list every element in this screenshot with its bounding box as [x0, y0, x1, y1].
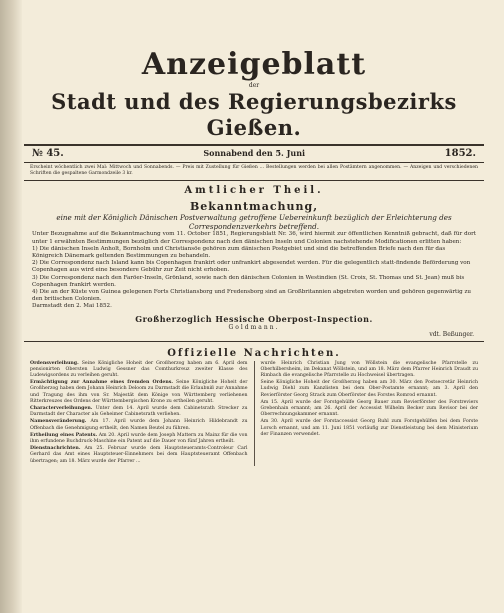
- announcement-body: [24, 231, 484, 245]
- news-entry: [30, 406, 248, 418]
- masthead-subtitle: Stadt und des Regierungsbezirks Gießen.: [51, 89, 457, 140]
- issue-line: [24, 148, 484, 159]
- news-columns: [24, 359, 484, 466]
- binding-gutter: [0, 0, 22, 613]
- announcement-items: [24, 246, 484, 304]
- news-entry-text: Seine Königliche Hoheit der Großherzog haben dem Johann Heinrich Deloom zu Darmstadt die Erlaubniß zur Annahme und Tragung des ihm von Sr. Majestät dem Könige von Württemberg verliehenen Ritterkreuzes des Ordens der Württembergischen Krone zu ertheilen geruht.: [30, 380, 248, 404]
- news-entry-text: Seine Königliche Hoheit der Großherzog haben am 6. April dem pensionirten Obersten Ludwig Gessner das Comthurkreuz zweiter Klasse des Ludewigsordens zu verleihen geruht.: [30, 360, 248, 379]
- issue-year: 1852.: [444, 148, 476, 159]
- issue-number: № 45.: [32, 148, 64, 159]
- issue-date: Sonnabend den 5. Juni: [203, 148, 306, 158]
- news-entry: [30, 380, 248, 405]
- news-entry: wurde Heinrich Christian Jung von Wöllstein die evangelische Pfarrstelle zu Oberhilbersheim, im Dekanat Wöllstein, und am 18. März dem Pfarrer Heinrich Draudt zu Rimbach die evangelische Pfarrstelle zu Hochweisel übertragen.: [260, 360, 478, 379]
- column-divider: [254, 361, 255, 466]
- announcement-subtitle: eine mit der Königlich Dänischen Postverwaltung getroffene Uebereinkunft bezüglich der Erleichterung des Correspondenzverkehrs betreffend.: [56, 213, 452, 232]
- news-entry-text: Am 25. Februar wurde dem Hauptsteueramts-Controleur Carl Gerhard das Amt eines Hauptsteuer-Einnehmers bei dem Hauptsteueramt Offenbach übertragen; am 18. März wurde der Pfarrer ...: [30, 446, 248, 464]
- news-entry: [30, 361, 248, 380]
- news-entry: Am 30. April wurde der Forstaccessist Georg Ruhl zum Forstgehülfen bei dem Forste Lorsch ernannt, und am 11. Juni 1851 vorläufig zur Dienstleistung bei dem Ministerium der Finanzen verwendet.: [260, 419, 478, 437]
- announcement-item: 1) Die dänischen Inseln Anholt, Bornholm und Christiansöe gehören zum dänischen Postgebiet und sind die betreffenden Briefe nach den für das Königreich Dänemark geltenden Bestimmungen zu behandeln.: [32, 245, 446, 260]
- official-news-heading: Offizielle Nachrichten.: [167, 347, 341, 359]
- news-right-column: [261, 361, 479, 466]
- news-entry: [30, 446, 248, 465]
- announcement-item: 4) Die an der Küste von Guinea gelegenen Forts Christiansborg und Fredensborg sind an Großbritannien abgetreten worden und gehören gegenwärtig zu den britischen Colonien.: [32, 289, 471, 303]
- subscription-note: Erscheint wöchentlich zwei Mal: Mittwoch und Sonnabends. — Preis mit Zustellung für Gießen ... Bestellungen werden bei allen Postämtern angenommen. — Anzeigen und verschiedenen Schriften die gespaltene Garmondzeile 3 kr.: [30, 165, 478, 177]
- news-left-column: [30, 361, 248, 466]
- news-entry-lead: Characterverleihungen.: [30, 406, 93, 412]
- section-heading: Amtlicher Theil.: [184, 185, 324, 197]
- news-entry: [30, 419, 248, 431]
- news-entry-lead: Ertheilung eines Patents.: [30, 432, 98, 438]
- masthead-der: der: [248, 82, 260, 89]
- news-entry-text: Unter dem 14. April wurde dem Cabinetsrath Strecker zu Darmstadt der Character als Geheimer Cabinetsrath verliehen.: [30, 406, 248, 418]
- announcement-authority: Großherzoglich Hessische Oberpost-Inspection.: [135, 313, 373, 324]
- newspaper-sheet: [24, 20, 484, 613]
- announcement-paragraph: Unter Bezugnahme auf die Bekanntmachung vom 11. October 1851, Regierungsblatt Nr. 36, wird hiermit zur öffentlichen Kenntniß gebracht, daß für dort unter 1 erwähnten Bestimmungen bezüglich der Correspondenz nach den dänischen Inseln und Colonien nachstehende Modificationen erlitten haben:: [32, 231, 476, 245]
- news-entry-text: Am 17. April wurde dem Johann Heinrich Hildebrandt zu Offenbach die Genehmigung ertheilt, den Namen Beutel zu führen.: [30, 419, 248, 431]
- news-entry: [30, 433, 248, 445]
- news-entry-lead: Namensveränderung.: [30, 419, 87, 425]
- news-entry: Am 15. April wurde der Forstgehülfe Georg Bauer zum Revierförster des Forstreviers Grebenhain ernannt; am 26. April der Accessist Wilhelm Becker zum Revisor bei der Oberrechnungskammer ernannt.: [260, 399, 478, 418]
- announcement-countersign: vdt. Beßunger.: [429, 330, 474, 338]
- news-entry-lead: Ordensverleihung.: [30, 360, 79, 366]
- masthead-title: Anzeigeblatt: [141, 47, 367, 82]
- announcement-signer: Goldmann.: [228, 323, 280, 331]
- news-entry-text: Am 20. April wurde dem Joseph Mattern zu Mainz für die von ihm erfundene Buchdruck-Maschine ein Patent auf die Dauer von fünf Jahren ertheilt.: [30, 432, 248, 445]
- masthead-rule: [24, 144, 484, 146]
- announcement-item: 3) Die Correspondenz nach den Faröer-Inseln, Grönland, sowie nach den dänischen Colonien in Westindien (St. Croix, St. Thomas und St. Jean) muß bis Copenhagen frankirt werden.: [32, 274, 465, 288]
- news-entry-lead: Dienstnachrichten.: [30, 446, 81, 452]
- news-entry-lead: Ermächtigung zur Annahme eines fremden Ordens.: [30, 380, 174, 386]
- masthead: [24, 48, 484, 141]
- announcement-title: Bekanntmachung,: [189, 200, 319, 214]
- announcement-place-date: Darmstadt den 2. Mai 1852.: [32, 303, 112, 310]
- news-entry: Seine Königliche Hoheit der Großherzog haben am 30. März den Postsecretär Heinrich Ludwig Diehl zum Kanzlisten bei dem Ober-Postamte ernannt; am 3. April den Revierförster Georg Strack zum Oberförster des Forstes Romrod ernannt.: [260, 380, 478, 398]
- announcement-item: 2) Die Correspondenz nach Island kann bis Copenhagen frankirt oder unfrankirt abgesendet werden. Für die gelegentlich statt-findende Beförderung von Copenhagen aus wird eine besondere Gebühr zur Zeit nicht erhoben.: [32, 260, 471, 274]
- note-rule: [24, 180, 484, 181]
- news-rule: [24, 341, 484, 342]
